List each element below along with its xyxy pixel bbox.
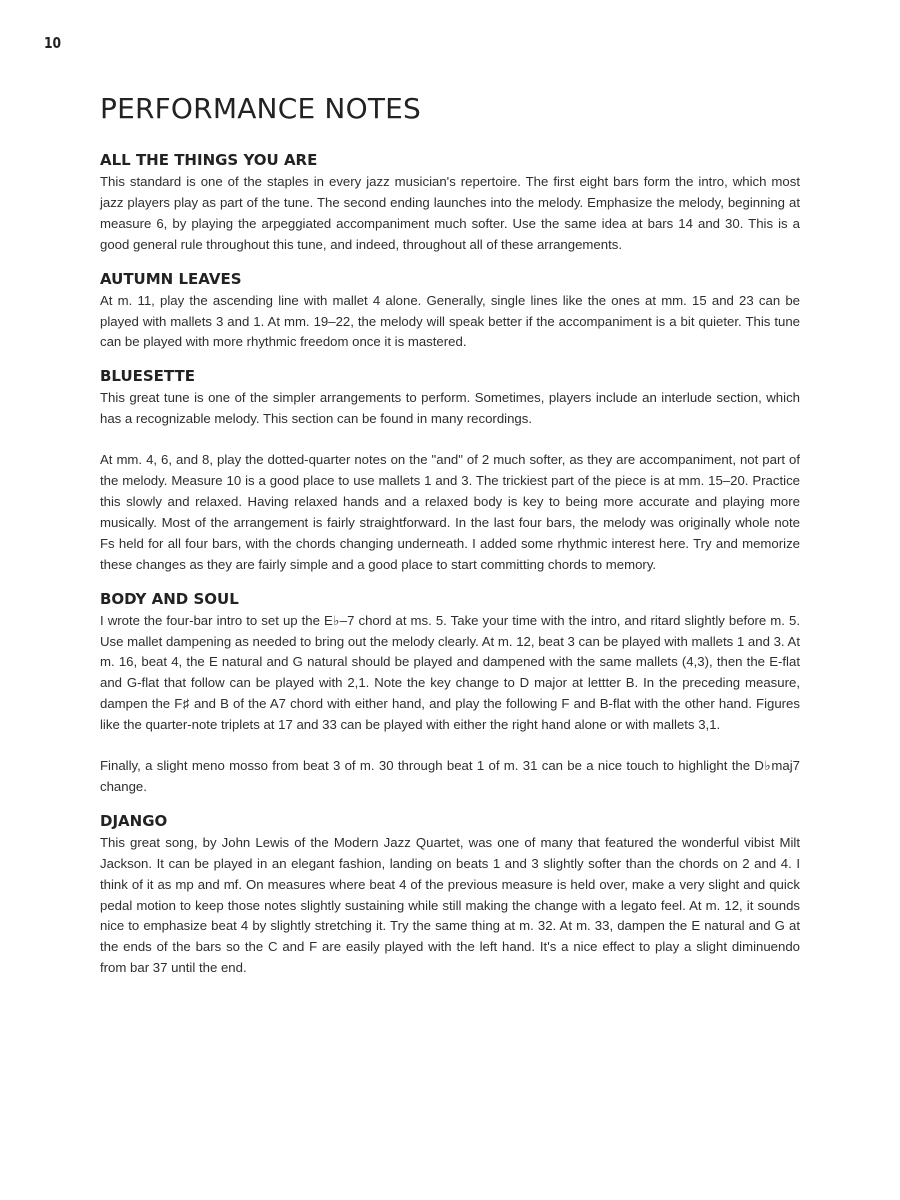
section-heading: BLUESETTE — [100, 367, 195, 386]
section-heading: BODY AND SOUL — [100, 589, 239, 608]
section-paragraph: This great song, by John Lewis of the Modern Jazz Quartet, was one of many that featured the wonderful vibist Milt Jackson. It can be played in an elegant fashion, landing on beats 1 and 3 slightly softer than the chords on 2 and 4. I think of it as mp and mf. On measures where beat 4 of the previous measure is held over, make a very slight and quick pedal motion to keep those notes slightly sustaining while still making the change with a legato feel. At m. 12, it sounds nice to emphasize beat 4 by slightly stretching it. Try the same thing at m. 32. At m. 33, dampen the E natural and G at the ends of the bars so the C and F are easily played with the left hand. It's a nice effect to play a slight diminuendo from bar 37 until the end. — [100, 834, 800, 976]
section-paragraph: Finally, a slight meno mosso from beat 3 of m. 30 through beat 1 of m. 31 can be a nice touch to highlight the D♭maj7 change. — [100, 758, 800, 794]
page-title: PERFORMANCE NOTES — [100, 92, 421, 125]
section-paragraph: I wrote the four-bar intro to set up the E♭–7 chord at ms. 5. Take your time with the intro, and ritard slightly before m. 5. Use mallet dampening as needed to bring out the melody clearly. At m. 12, beat 3 can be played with mallets 1 and 3. At m. 16, beat 4, the E natural and G natural should be played and dampened with the same mallets (4,3), then the E-flat and G-flat that follow can be played with 2,1. Note the key change to D major at lettter B. In the preceding measure, dampen the F♯ and B of the A7 chord with either hand, and play the following F and B-flat with the other hand. Figures like the quarter-note triplets at 17 and 33 can be played with either the right hand alone or with mallets 3,1. — [100, 612, 800, 733]
section-heading: DJANGO — [100, 811, 168, 830]
section-django — [100, 812, 800, 979]
section-body-and-soul — [100, 590, 800, 798]
section-paragraph: This standard is one of the staples in every jazz musician's repertoire. The first eight bars form the intro, which most jazz players play as part of the tune. The second ending launches into the melody. Emphasize the melody, beginning at measure 6, by playing the arpeggiated accompaniment much softer. Use the same idea at bars 14 and 30. This is a good general rule throughout this tune, and indeed, throughout all of these arrangements. — [100, 174, 800, 252]
section-paragraph: At m. 11, play the ascending line with mallet 4 alone. Generally, single lines like the ones at mm. 15 and 23 can be played with mallets 3 and 1. At mm. 19–22, the melody will speak better if the accompaniment is a bit quieter. This tune can be played with more rhythmic freedom once it is mastered. — [100, 292, 800, 350]
page-content — [100, 92, 800, 993]
section-bluesette — [100, 367, 800, 575]
section-autumn-leaves — [100, 270, 800, 354]
section-paragraph: At mm. 4, 6, and 8, play the dotted-quarter notes on the "and" of 2 much softer, as they are accompaniment, not part of the melody. Measure 10 is a good place to use mallets 1 and 3. The trickiest part of the piece is at mm. 15–20. Practice this slowly and relaxed. Having relaxed hands and a relaxed body is key to being more accurate and playing more musically. Most of the arrangement is fairly straightforward. In the last four bars, the melody was originally whole note Fs held for all four bars, with the chords changing underneath. I added some rhythmic interest here. Try and memorize these changes as they are fairly simple and a good place to start committing chords to memory. — [100, 452, 800, 572]
section-all-the-things-you-are — [100, 151, 800, 256]
section-heading: ALL THE THINGS YOU ARE — [100, 151, 318, 169]
section-paragraph: This great tune is one of the simpler arrangements to perform. Sometimes, players include an interlude section, which has a recognizable melody. This section can be found in many recordings. — [100, 390, 800, 427]
page-number: 10 — [44, 34, 62, 52]
section-heading: AUTUMN LEAVES — [100, 269, 242, 288]
